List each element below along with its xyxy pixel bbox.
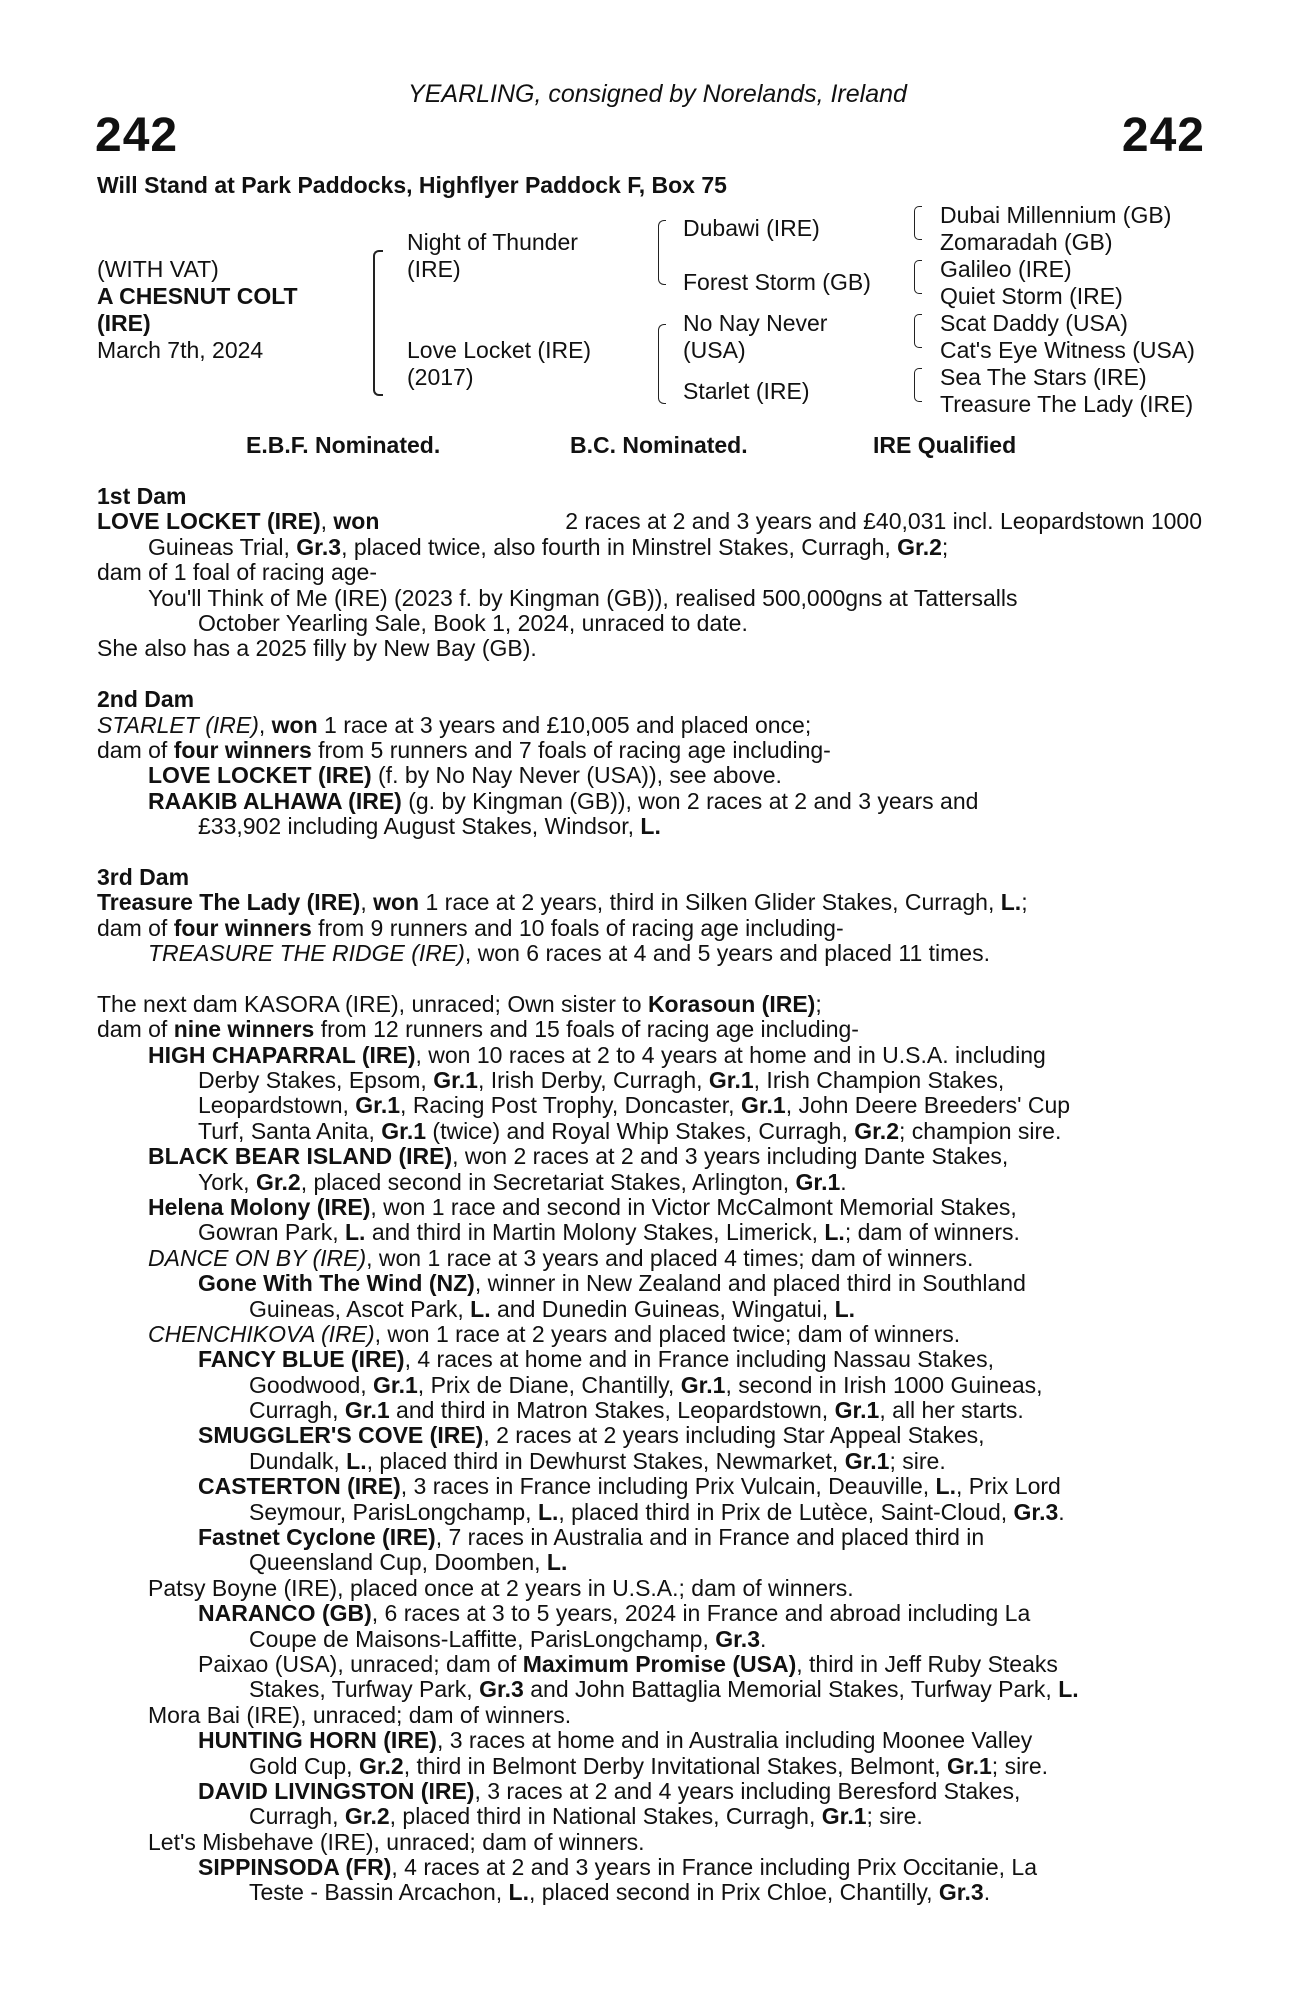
runner-line: Paixao (USA), unraced; dam of Maximum Promise (USA), third in Jeff Ruby Steaks (198, 1650, 1058, 1677)
first-dam-line: dam of 1 foal of racing age- (97, 559, 377, 586)
bc-nominated: B.C. Nominated. (570, 432, 748, 458)
runner-line: Guineas, Ascot Park, L. and Dunedin Guineas, Wingatui, L. (249, 1295, 856, 1322)
dam-dam: Starlet (IRE) (683, 378, 810, 404)
second-dam-line: £33,902 including August Stakes, Windsor, L. (198, 813, 661, 840)
runner-line: HIGH CHAPARRAL (IRE), won 10 races at 2 to 4 years at home and in U.S.A. including (148, 1041, 1046, 1068)
first-dam-line: LOVE LOCKET (IRE), won 2 races at 2 and 3 years and £40,031 incl. Leopardstown 1000 (97, 508, 1202, 535)
first-dam-heading: 1st Dam (97, 483, 187, 509)
pedigree-brace-sire (658, 220, 666, 285)
runner-line: DAVID LIVINGSTON (IRE), 3 races at 2 and 4 years including Beresford Stakes, (198, 1777, 1021, 1804)
ebf-nominated: E.B.F. Nominated. (246, 432, 441, 458)
pedigree-brace-dd (914, 368, 922, 402)
runner-line: Leopardstown, Gr.1, Racing Post Trophy, Doncaster, Gr.1, John Deere Breeders' Cup (198, 1092, 1071, 1119)
runner-line: Seymour, ParisLongchamp, L., placed third in Prix de Lutèce, Saint-Cloud, Gr.3. (249, 1498, 1065, 1525)
second-dam-line: RAAKIB ALHAWA (IRE) (g. by Kingman (GB)), won 2 races at 2 and 3 years and (148, 787, 979, 814)
runner-line: SMUGGLER'S COVE (IRE), 2 races at 2 years including Star Appeal Stakes, (198, 1422, 985, 1449)
runner-line: York, Gr.2, placed second in Secretariat Stakes, Arlington, Gr.1. (198, 1168, 847, 1195)
second-dam-line: STARLET (IRE), won 1 race at 3 years and £10,005 and placed once; (97, 711, 812, 738)
runner-line: CASTERTON (IRE), 3 races in France including Prix Vulcain, Deauville, L., Prix Lord (198, 1473, 1061, 1500)
lot-number-right: 242 (1121, 109, 1205, 162)
runner-line: Curragh, Gr.2, placed third in National Stakes, Curragh, Gr.1; sire. (249, 1803, 923, 1830)
pedigree-brace-main (373, 250, 383, 396)
runner-line: Let's Misbehave (IRE), unraced; dam of winners. (148, 1828, 645, 1855)
runner-line: FANCY BLUE (IRE), 4 races at home and in France including Nassau Stakes, (198, 1346, 994, 1373)
gen3-dss: Scat Daddy (USA) (940, 310, 1128, 336)
stand-location: Will Stand at Park Paddocks, Highflyer Paddock F, Box 75 (97, 172, 727, 198)
runner-line: CHENCHIKOVA (IRE), won 1 race at 2 years and placed twice; dam of winners. (148, 1320, 961, 1347)
third-dam-line: dam of four winners from 9 runners and 10 foals of racing age including- (97, 914, 844, 941)
runner-line: Stakes, Turfway Park, Gr.3 and John Battaglia Memorial Stakes, Turfway Park, L. (249, 1676, 1079, 1703)
vat-note: (WITH VAT) (97, 256, 219, 282)
consignment-subtitle: YEARLING, consigned by Norelands, Ireland (408, 80, 907, 108)
gen3-ddd: Treasure The Lady (IRE) (940, 391, 1194, 417)
first-dam-line: Guineas Trial, Gr.3, placed twice, also fourth in Minstrel Stakes, Curragh, Gr.2; (148, 533, 949, 560)
runner-line: Coupe de Maisons-Laffitte, ParisLongchamp, Gr.3. (249, 1625, 767, 1652)
second-dam-heading: 2nd Dam (97, 686, 195, 713)
third-dam-line: TREASURE THE RIDGE (IRE), won 6 races at 4 and 5 years and placed 11 times. (148, 940, 990, 967)
pedigree-brace-sd (914, 260, 922, 294)
dam-sire-origin: (USA) (683, 337, 746, 363)
produce-note: She also has a 2025 filly by New Bay (GB). (97, 635, 537, 662)
runner-line: Curragh, Gr.1 and third in Matron Stakes, Leopardstown, Gr.1, all her starts. (249, 1397, 1024, 1424)
third-dam-heading: 3rd Dam (97, 863, 190, 890)
catalogue-body (97, 484, 1202, 1906)
runner-line: Patsy Boyne (IRE), placed once at 2 years in U.S.A.; dam of winners. (148, 1574, 854, 1601)
produce-line: October Yearling Sale, Book 1, 2024, unraced to date. (198, 609, 748, 636)
gen3-sss: Dubai Millennium (GB) (940, 202, 1172, 228)
runner-line: Gone With The Wind (NZ), winner in New Zealand and placed third in Southland (198, 1270, 1026, 1297)
runner-line: Gold Cup, Gr.2, third in Belmont Derby Invitational Stakes, Belmont, Gr.1; sire. (249, 1752, 1049, 1779)
second-dam-line: dam of four winners from 5 runners and 7 foals of racing age including- (97, 736, 831, 763)
runner-line: Goodwood, Gr.1, Prix de Diane, Chantilly, Gr.1, second in Irish 1000 Guineas, (249, 1371, 1043, 1398)
gen3-sdd: Quiet Storm (IRE) (940, 283, 1123, 309)
horse-name: A CHESNUT COLT (97, 283, 298, 309)
third-dam-line: Treasure The Lady (IRE), won 1 race at 2 years, third in Silken Glider Stakes, Curragh, L.; (97, 889, 1028, 916)
pedigree-brace-ss (914, 206, 922, 240)
runner-line: DANCE ON BY (IRE), won 1 race at 3 years and placed 4 times; dam of winners. (148, 1244, 974, 1271)
runner-line: Derby Stakes, Epsom, Gr.1, Irish Derby, Curragh, Gr.1, Irish Champion Stakes, (198, 1066, 1005, 1093)
produce-line: You'll Think of Me (IRE) (2023 f. by Kingman (GB)), realised 500,000gns at Tattersalls (148, 584, 1018, 611)
dam-year: (2017) (407, 364, 474, 390)
gen3-dsd: Cat's Eye Witness (USA) (940, 337, 1195, 363)
foaling-date: March 7th, 2024 (97, 337, 264, 363)
dam-sire-name: No Nay Never (683, 310, 828, 336)
second-dam-line: LOVE LOCKET (IRE) (f. by No Nay Never (USA)), see above. (148, 762, 782, 789)
runner-line: Turf, Santa Anita, Gr.1 (twice) and Royal Whip Stakes, Curragh, Gr.2; champion sire. (198, 1117, 1062, 1144)
horse-origin: (IRE) (97, 310, 151, 336)
runner-line: NARANCO (GB), 6 races at 3 to 5 years, 2024 in France and abroad including La (198, 1600, 1031, 1627)
pedigree-brace-ds (914, 314, 922, 348)
runner-line: Teste - Bassin Arcachon, L., placed second in Prix Chloe, Chantilly, Gr.3. (249, 1879, 991, 1906)
sire-name: Night of Thunder (407, 229, 578, 255)
gen3-sds: Galileo (IRE) (940, 256, 1072, 282)
runner-line: Queensland Cup, Doomben, L. (249, 1549, 568, 1576)
runner-line: SIPPINSODA (FR), 4 races at 2 and 3 years in France including Prix Occitanie, La (198, 1854, 1037, 1881)
sire-origin: (IRE) (407, 256, 461, 282)
gen3-dds: Sea The Stars (IRE) (940, 364, 1147, 390)
gen3-ssd: Zomaradah (GB) (940, 229, 1113, 255)
dam-name: Love Locket (IRE) (407, 337, 592, 363)
runner-line: HUNTING HORN (IRE), 3 races at home and in Australia including Moonee Valley (198, 1727, 1033, 1754)
next-dam-line: The next dam KASORA (IRE), unraced; Own sister to Korasoun (IRE); (97, 990, 822, 1017)
runner-line: BLACK BEAR ISLAND (IRE), won 2 races at 2 and 3 years including Dante Stakes, (148, 1143, 1009, 1170)
runner-line: Gowran Park, L. and third in Martin Molony Stakes, Limerick, L.; dam of winners. (198, 1219, 1020, 1246)
sire-sire: Dubawi (IRE) (683, 215, 820, 241)
runner-line: Fastnet Cyclone (IRE), 7 races in Australia and in France and placed third in (198, 1524, 985, 1551)
sire-dam: Forest Storm (GB) (683, 269, 871, 295)
runner-line: Dundalk, L., placed third in Dewhurst Stakes, Newmarket, Gr.1; sire. (249, 1447, 946, 1474)
runner-line: Mora Bai (IRE), unraced; dam of winners. (148, 1701, 572, 1728)
lot-number-left: 242 (95, 109, 179, 162)
ire-qualified: IRE Qualified (873, 432, 1017, 458)
runner-line: Helena Molony (IRE), won 1 race and second in Victor McCalmont Memorial Stakes, (148, 1193, 1017, 1220)
pedigree-brace-dam (658, 324, 666, 404)
next-dam-line: dam of nine winners from 12 runners and 15 foals of racing age including- (97, 1016, 859, 1043)
